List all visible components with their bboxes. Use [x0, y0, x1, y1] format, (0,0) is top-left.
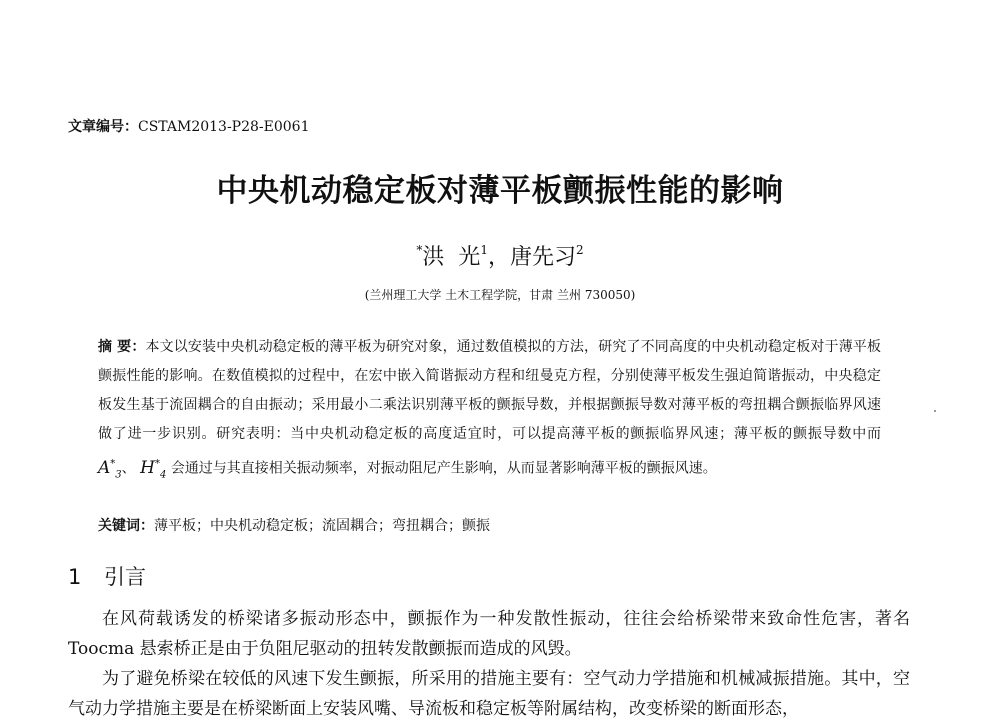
abstract-block [98, 333, 881, 489]
author-2-affil: 2 [576, 242, 584, 257]
keywords-text: 薄平板；中央机动稳定板；流固耦合；弯扭耦合；颤振 [154, 518, 490, 534]
author-1-affil: 1 [480, 242, 488, 257]
math-symbol-h4 [140, 457, 167, 481]
section-heading [68, 561, 146, 591]
author-separator: ， [487, 245, 510, 270]
body-paragraph-1: 在风荷载诱发的桥梁诸多振动形态中，颤振作为一种发散性振动，往往会给桥梁带来致命性危害，著名 Toocma 悬索桥正是由于负阻尼驱动的扭转发散颤振而造成的风毁。 [68, 609, 910, 659]
section-number: 1 [68, 565, 82, 589]
author-1-mark: * [416, 242, 423, 257]
author-line [0, 240, 1000, 271]
scan-speck [934, 410, 936, 412]
math-h-sub: 4 [159, 469, 167, 481]
abstract-label: 摘 要： [98, 339, 146, 355]
article-id [68, 116, 310, 136]
math-a-base: A [98, 457, 111, 478]
body-text [68, 604, 910, 724]
author-1-name: 洪 光 [422, 245, 481, 270]
keywords [98, 515, 490, 535]
paper-title: 中央机动稳定板对薄平板颤振性能的影响 [216, 173, 784, 209]
math-symbol-a3 [98, 457, 122, 481]
body-paragraph-2: 为了避免桥梁在较低的风速下发生颤振，所采用的措施主要有：空气动力学措施和机械减振措施。其中，空气动力学措施主要是在桥梁断面上安装风嘴、导流板和稳定板等附属结构，改变桥梁的断面形态， [68, 669, 910, 719]
author-2 [510, 242, 584, 270]
author-2-name: 唐先习 [510, 245, 577, 270]
math-separator: 、 [121, 460, 136, 477]
abstract-text-1: 本文以安装中央机动稳定板的薄平板为研究对象，通过数值模拟的方法，研究了不同高度的中央机动稳定板对于薄平板颤振性能的影响。在数值模拟的过程中，在宏中嵌入简谐振动方程和纽曼克方程，分别使薄平板发生强迫简谐振动，中央稳定板发生基于流固耦合的自由振动；采用最小二乘法识别薄平板的颤振导数，并根据颤振导数对薄平板的弯扭耦合颤振临界风速做了进一步识别。研究表明：当中央机动稳定板的高度适宜时，可以提高薄平板的颤振临界风速；薄平板的颤振导数中而 [98, 339, 881, 442]
article-id-label: 文章编号： [68, 119, 138, 135]
author-1 [416, 242, 510, 270]
math-a-sup: * [110, 458, 116, 469]
math-h-base: H [140, 457, 155, 478]
math-a-sub: 3 [115, 469, 122, 481]
keywords-label: 关键词： [98, 518, 154, 534]
article-id-value: CSTAM2013-P28-E0061 [138, 119, 310, 135]
math-h-sup: * [154, 458, 160, 469]
affiliation: (兰州理工大学 土木工程学院，甘肃 兰州 730050) [364, 288, 636, 302]
abstract-text-2: 会通过与其直接相关振动频率，对振动阻尼产生影响，从而显著影响薄平板的颤振风速。 [170, 460, 717, 477]
section-title: 引言 [104, 565, 146, 589]
